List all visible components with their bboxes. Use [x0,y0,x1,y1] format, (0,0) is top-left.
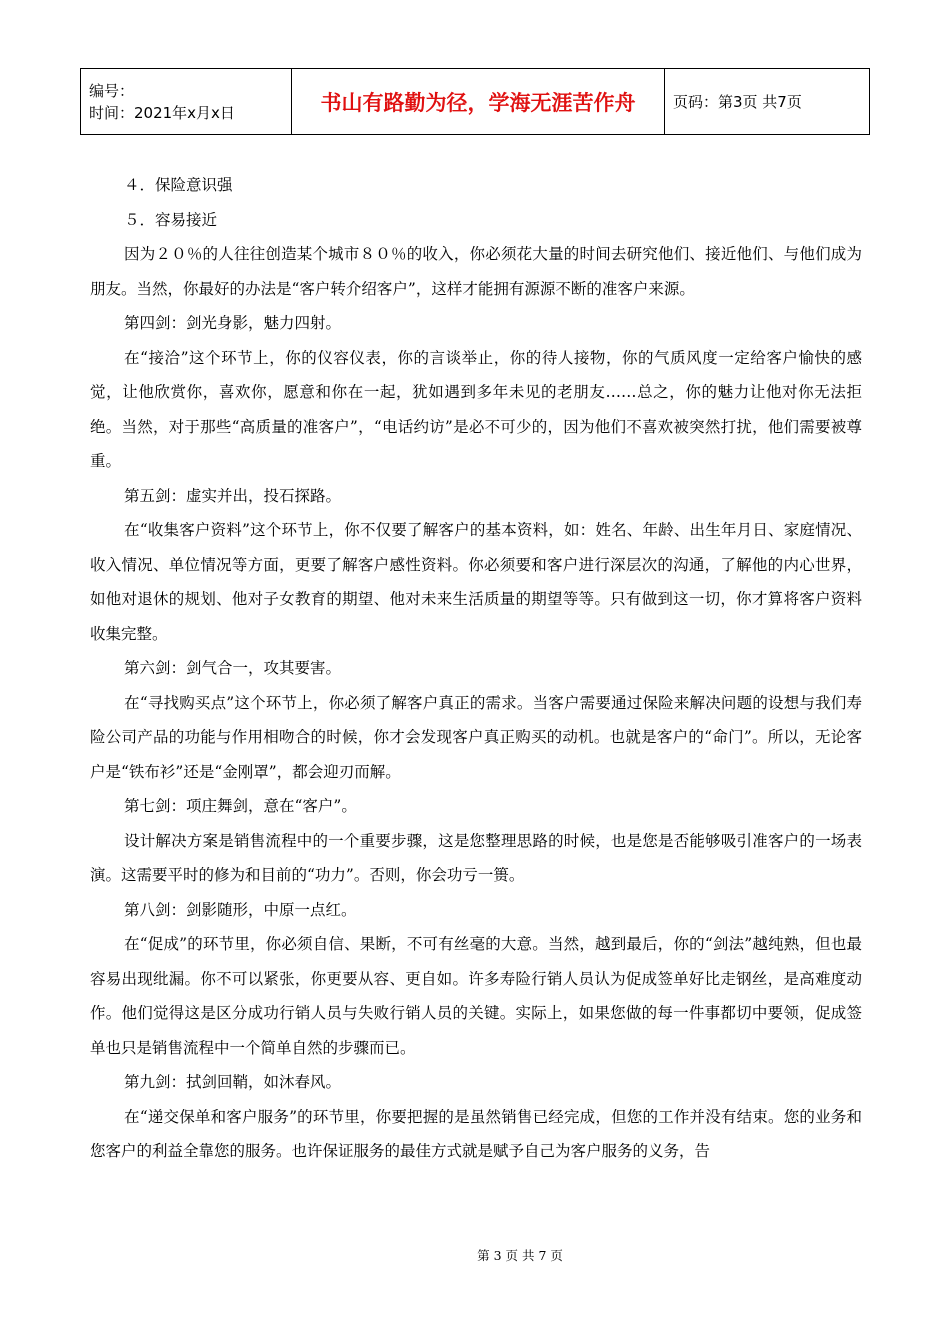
section-heading: 第八剑：剑影随形，中原一点红。 [124,900,357,919]
header-table [80,68,870,135]
paragraph: 在“接洽”这个环节上，你的仪容仪表，你的言谈举止，你的待人接物，你的气质风度一定给客户愉快的感觉，让他欣赏你，喜欢你，愿意和你在一起，犹如遇到多年未见的老朋友……总之，你的魅力让他对你无法拒绝。当然，对于那些“高质量的准客户”，“电话约访”是必不可少的，因为他们不喜欢被突然打扰，他们需要被尊重。 [90,348,862,470]
paragraph: 设计解决方案是销售流程中的一个重要步骤，这是您整理思路的时候，也是您是否能够吸引准客户的一场表演。这需要平时的修为和目前的“功力”。否则，你会功亏一篑。 [90,831,862,884]
header-meta [81,69,292,135]
header-page-cell [665,69,870,135]
page-label: 页码：第3页 共7页 [673,93,802,111]
number-label: 编号： [89,81,135,100]
paragraph: ５．容易接近 [124,210,218,229]
paragraph: 在“收集客户资料”这个环节上，你不仅要了解客户的基本资料，如：姓名、年龄、出生年月日、家庭情况、收入情况、单位情况等方面，更要了解客户感性资料。你必须要和客户进行深层次的沟通，了解他的内心世界，如他对退休的规划、他对子女教育的期望、他对未来生活质量的期望等等。只有做到这一切，你才算将客户资料收集完整。 [90,521,862,643]
document-body [90,168,862,1169]
time-label: 时间：2021年x月x日 [89,103,235,122]
section-heading: 第九剑：拭剑回鞘，如沐春风。 [124,1073,342,1091]
section-heading: 第四剑：剑光身影，魅力四射。 [124,314,342,332]
paragraph: 在“递交保单和客户服务”的环节里，你要把握的是虽然销售已经完成，但您的工作并没有结束。您的业务和您客户的利益全靠您的服务。也许保证服务的最佳方式就是赋予自己为客户服务的义务，告 [90,1107,862,1160]
page-footer [0,1246,950,1264]
section-heading: 第五剑：虚实并出，投石探路。 [124,486,342,505]
section-heading: 第六剑：剑气合一，攻其要害。 [124,659,342,677]
footer-page-number: 第 3 页 共 7 页 [477,1248,563,1263]
paragraph: 在“促成”的环节里，你必须自信、果断，不可有丝毫的大意。当然，越到最后，你的“剑法”越纯熟，但也最容易出现纰漏。你不可以紧张，你更要从容、更自如。许多寿险行销人员认为促成签单好比走钢丝，是高难度动作。他们觉得这是区分成功行销人员与失败行销人员的关键。实际上，如果您做的每一件事都切中要领，促成签单也只是销售流程中一个简单自然的步骤而已。 [90,935,862,1057]
header-motto-cell [292,69,665,135]
paragraph: ４．保险意识强 [124,176,233,194]
motto: 书山有路勤为径，学海无涯苦作舟 [320,90,636,115]
section-heading: 第七剑：项庄舞剑，意在“客户”。 [124,797,357,815]
paragraph: 因为２０％的人往往创造某个城市８０％的收入，你必须花大量的时间去研究他们、接近他们、与他们成为朋友。当然，你最好的办法是“客户转介绍客户”，这样才能拥有源源不断的准客户来源。 [90,245,862,298]
paragraph: 在“寻找购买点”这个环节上，你必须了解客户真正的需求。当客户需要通过保险来解决问题的设想与我们寿险公司产品的功能与作用相吻合的时候，你才会发现客户真正购买的动机。也就是客户的“命门”。所以，无论客户是“铁布衫”还是“金刚罩”，都会迎刃而解。 [90,693,862,781]
